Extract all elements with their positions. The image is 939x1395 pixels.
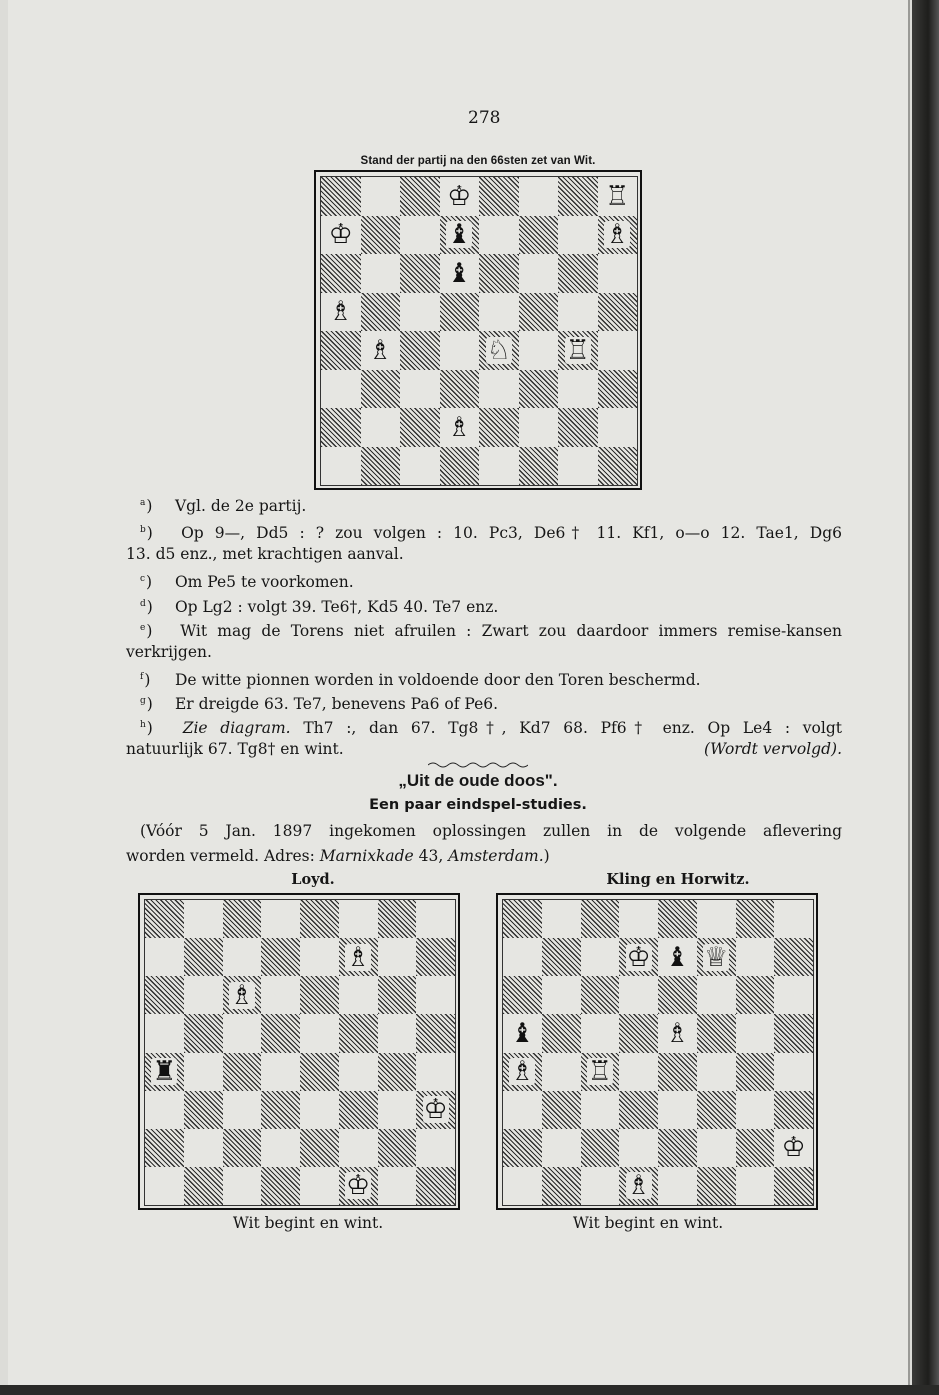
top-chess-diagram bbox=[314, 170, 642, 490]
square-h8 bbox=[598, 177, 638, 216]
square-b8 bbox=[184, 900, 223, 938]
square-f1 bbox=[697, 1167, 736, 1205]
square-a1 bbox=[321, 447, 361, 486]
square-c8 bbox=[223, 900, 262, 938]
square-e3 bbox=[479, 370, 519, 409]
square-g7 bbox=[378, 938, 417, 976]
square-c4 bbox=[223, 1053, 262, 1091]
square-h7 bbox=[598, 216, 638, 255]
black-bishop-icon: ♝ bbox=[665, 941, 690, 973]
square-a8 bbox=[503, 900, 542, 938]
square-g1 bbox=[558, 447, 598, 486]
square-g6 bbox=[378, 976, 417, 1014]
right-diagram-author: Kling en Horwitz. bbox=[606, 871, 750, 888]
footnote-b-cont: 13. d5 enz., met krachtigen aanval. bbox=[126, 545, 404, 563]
square-h2 bbox=[774, 1129, 813, 1167]
square-d3 bbox=[261, 1091, 300, 1129]
square-a5 bbox=[321, 293, 361, 332]
white-rook-icon: ♖ bbox=[587, 1056, 612, 1088]
square-h3 bbox=[416, 1091, 455, 1129]
square-g3 bbox=[736, 1091, 775, 1129]
square-d3 bbox=[619, 1091, 658, 1129]
square-f3 bbox=[339, 1091, 378, 1129]
footnote-d: $^d$) Op Lg2 : volgt 39. Te6†, Kd5 40. Te7 enz. bbox=[140, 598, 499, 616]
square-c1 bbox=[400, 447, 440, 486]
white-king-icon: ♔ bbox=[626, 941, 651, 973]
square-h4 bbox=[416, 1053, 455, 1091]
chess-board bbox=[502, 899, 814, 1206]
square-g3 bbox=[378, 1091, 417, 1129]
square-f6 bbox=[697, 976, 736, 1014]
square-h6 bbox=[416, 976, 455, 1014]
square-c2 bbox=[223, 1129, 262, 1167]
white-knight-icon: ♘ bbox=[486, 334, 511, 366]
square-h7 bbox=[416, 938, 455, 976]
left-chess-diagram bbox=[138, 893, 460, 1210]
square-c7 bbox=[223, 938, 262, 976]
square-c4 bbox=[581, 1053, 620, 1091]
white-queen-icon: ♕ bbox=[704, 941, 729, 973]
square-b5 bbox=[542, 1014, 581, 1052]
square-g6 bbox=[736, 976, 775, 1014]
square-e7 bbox=[658, 938, 697, 976]
square-e8 bbox=[479, 177, 519, 216]
footnote-c: $^c$) Om Pe5 te voorkomen. bbox=[140, 573, 354, 591]
square-a7 bbox=[145, 938, 184, 976]
square-h2 bbox=[598, 408, 638, 447]
square-f3 bbox=[519, 370, 559, 409]
square-g1 bbox=[378, 1167, 417, 1205]
footnote-b: $^b$) Op 9—, Dd5 : ? zou volgen : 10. Pc3, De6† 11. Kf1, o—o 12. Tae1, Dg6 bbox=[140, 524, 842, 542]
square-c6 bbox=[581, 976, 620, 1014]
black-bishop-icon: ♝ bbox=[510, 1017, 535, 1049]
square-g3 bbox=[558, 370, 598, 409]
square-h5 bbox=[416, 1014, 455, 1052]
square-e5 bbox=[658, 1014, 697, 1052]
square-f2 bbox=[339, 1129, 378, 1167]
right-chess-diagram bbox=[496, 893, 818, 1210]
white-king-icon: ♔ bbox=[447, 180, 472, 212]
square-g4 bbox=[558, 331, 598, 370]
square-d5 bbox=[440, 293, 480, 332]
square-d2 bbox=[261, 1129, 300, 1167]
square-f4 bbox=[339, 1053, 378, 1091]
square-f8 bbox=[697, 900, 736, 938]
footnote-a: $^a$) Vgl. de 2e partij. bbox=[140, 497, 307, 515]
square-a6 bbox=[503, 976, 542, 1014]
square-b2 bbox=[542, 1129, 581, 1167]
square-h4 bbox=[774, 1053, 813, 1091]
footnote-h: $^h$) Zie diagram. Th7 :, dan 67. Tg8†, Kd7 68. Pf6† enz. Op Le4 : volgt bbox=[140, 719, 842, 737]
square-c6 bbox=[400, 254, 440, 293]
square-b4 bbox=[184, 1053, 223, 1091]
square-c5 bbox=[581, 1014, 620, 1052]
footnote-e: $^e$) Wit mag de Torens niet afruilen : Zwart zou daardoor immers remise-kansen bbox=[140, 622, 842, 640]
square-a8 bbox=[321, 177, 361, 216]
square-c1 bbox=[581, 1167, 620, 1205]
square-b1 bbox=[542, 1167, 581, 1205]
square-c8 bbox=[400, 177, 440, 216]
square-d2 bbox=[619, 1129, 658, 1167]
top-diagram-caption: Stand der partij na den 66sten zet van Wit. bbox=[360, 155, 596, 167]
square-b2 bbox=[184, 1129, 223, 1167]
white-king-icon: ♔ bbox=[328, 219, 353, 251]
square-h1 bbox=[598, 447, 638, 486]
square-b8 bbox=[542, 900, 581, 938]
square-a6 bbox=[321, 254, 361, 293]
square-f4 bbox=[697, 1053, 736, 1091]
square-d5 bbox=[261, 1014, 300, 1052]
square-e8 bbox=[658, 900, 697, 938]
square-g2 bbox=[736, 1129, 775, 1167]
white-bishop-icon: ♗ bbox=[626, 1170, 651, 1202]
square-a5 bbox=[503, 1014, 542, 1052]
square-g2 bbox=[558, 408, 598, 447]
white-king-icon: ♔ bbox=[781, 1132, 806, 1164]
square-h3 bbox=[598, 370, 638, 409]
square-g4 bbox=[378, 1053, 417, 1091]
square-f2 bbox=[697, 1129, 736, 1167]
white-bishop-icon: ♗ bbox=[368, 334, 393, 366]
white-bishop-icon: ♗ bbox=[510, 1056, 535, 1088]
square-g4 bbox=[736, 1053, 775, 1091]
square-h1 bbox=[416, 1167, 455, 1205]
square-d8 bbox=[261, 900, 300, 938]
square-h5 bbox=[774, 1014, 813, 1052]
square-f2 bbox=[519, 408, 559, 447]
square-a2 bbox=[145, 1129, 184, 1167]
square-f5 bbox=[339, 1014, 378, 1052]
square-d4 bbox=[619, 1053, 658, 1091]
chess-board bbox=[144, 899, 456, 1206]
page-bottom-edge bbox=[0, 1385, 939, 1395]
footnote-e-cont: verkrijgen. bbox=[126, 643, 212, 661]
square-b8 bbox=[361, 177, 401, 216]
square-c1 bbox=[223, 1167, 262, 1205]
square-d4 bbox=[261, 1053, 300, 1091]
square-e5 bbox=[479, 293, 519, 332]
square-g2 bbox=[378, 1129, 417, 1167]
square-a1 bbox=[145, 1167, 184, 1205]
square-g6 bbox=[558, 254, 598, 293]
square-d7 bbox=[261, 938, 300, 976]
white-rook-icon: ♖ bbox=[565, 334, 590, 366]
square-g7 bbox=[558, 216, 598, 255]
to-be-continued: (Wordt vervolgd). bbox=[704, 740, 842, 758]
section-title: „Uit de oude doos". bbox=[398, 771, 558, 790]
square-h2 bbox=[416, 1129, 455, 1167]
square-d8 bbox=[619, 900, 658, 938]
square-a6 bbox=[145, 976, 184, 1014]
square-f6 bbox=[519, 254, 559, 293]
square-a3 bbox=[321, 370, 361, 409]
square-e4 bbox=[658, 1053, 697, 1091]
square-g1 bbox=[736, 1167, 775, 1205]
square-f7 bbox=[339, 938, 378, 976]
white-rook-icon: ♖ bbox=[605, 180, 630, 212]
square-e6 bbox=[300, 976, 339, 1014]
square-d3 bbox=[440, 370, 480, 409]
section-subtitle: Een paar eindspel-studies. bbox=[369, 797, 587, 813]
square-c7 bbox=[400, 216, 440, 255]
black-rook-icon: ♜ bbox=[152, 1056, 177, 1088]
white-king-icon: ♔ bbox=[423, 1094, 448, 1126]
square-e4 bbox=[479, 331, 519, 370]
square-g8 bbox=[558, 177, 598, 216]
square-b7 bbox=[542, 938, 581, 976]
square-a7 bbox=[321, 216, 361, 255]
square-b6 bbox=[184, 976, 223, 1014]
square-g8 bbox=[378, 900, 417, 938]
square-d7 bbox=[619, 938, 658, 976]
square-c5 bbox=[400, 293, 440, 332]
square-e4 bbox=[300, 1053, 339, 1091]
square-c3 bbox=[400, 370, 440, 409]
square-a3 bbox=[503, 1091, 542, 1129]
square-e7 bbox=[300, 938, 339, 976]
square-f7 bbox=[697, 938, 736, 976]
square-a1 bbox=[503, 1167, 542, 1205]
square-h7 bbox=[774, 938, 813, 976]
square-d2 bbox=[440, 408, 480, 447]
square-h4 bbox=[598, 331, 638, 370]
square-g5 bbox=[558, 293, 598, 332]
left-diagram-author: Loyd. bbox=[291, 871, 335, 888]
page-number: 278 bbox=[468, 108, 501, 128]
square-e8 bbox=[300, 900, 339, 938]
square-e6 bbox=[479, 254, 519, 293]
square-f3 bbox=[697, 1091, 736, 1129]
right-diagram-caption: Wit begint en wint. bbox=[572, 1214, 724, 1232]
square-c2 bbox=[400, 408, 440, 447]
white-bishop-icon: ♗ bbox=[605, 219, 630, 251]
square-a2 bbox=[503, 1129, 542, 1167]
square-f1 bbox=[339, 1167, 378, 1205]
square-f8 bbox=[519, 177, 559, 216]
square-d1 bbox=[261, 1167, 300, 1205]
square-d6 bbox=[619, 976, 658, 1014]
intro-line-2: worden vermeld. Adres: Marnixkade 43, Amsterdam.) bbox=[126, 847, 550, 865]
square-c7 bbox=[581, 938, 620, 976]
footnote-h-cont: natuurlijk 67. Tg8† en wint. (Wordt vervolgd). bbox=[126, 740, 842, 758]
intro-line-1: (Vóór 5 Jan. 1897 ingekomen oplossingen zullen in de volgende aflevering bbox=[140, 822, 842, 840]
square-e3 bbox=[658, 1091, 697, 1129]
square-e3 bbox=[300, 1091, 339, 1129]
footnote-f: $^f$) De witte pionnen worden in voldoende door den Toren beschermd. bbox=[140, 671, 701, 689]
square-c5 bbox=[223, 1014, 262, 1052]
square-d1 bbox=[440, 447, 480, 486]
square-g7 bbox=[736, 938, 775, 976]
square-d1 bbox=[619, 1167, 658, 1205]
square-b3 bbox=[542, 1091, 581, 1129]
square-g5 bbox=[378, 1014, 417, 1052]
black-bishop-icon: ♝ bbox=[447, 257, 472, 289]
square-c6 bbox=[223, 976, 262, 1014]
white-king-icon: ♔ bbox=[346, 1170, 371, 1202]
square-c8 bbox=[581, 900, 620, 938]
square-a7 bbox=[503, 938, 542, 976]
square-e1 bbox=[479, 447, 519, 486]
square-a3 bbox=[145, 1091, 184, 1129]
square-e7 bbox=[479, 216, 519, 255]
square-h5 bbox=[598, 293, 638, 332]
square-b2 bbox=[361, 408, 401, 447]
square-f6 bbox=[339, 976, 378, 1014]
square-b7 bbox=[361, 216, 401, 255]
square-a8 bbox=[145, 900, 184, 938]
square-h6 bbox=[598, 254, 638, 293]
square-f7 bbox=[519, 216, 559, 255]
square-a4 bbox=[145, 1053, 184, 1091]
square-b7 bbox=[184, 938, 223, 976]
square-f5 bbox=[519, 293, 559, 332]
white-bishop-icon: ♗ bbox=[229, 979, 254, 1011]
square-h6 bbox=[774, 976, 813, 1014]
square-h3 bbox=[774, 1091, 813, 1129]
square-a5 bbox=[145, 1014, 184, 1052]
square-c3 bbox=[581, 1091, 620, 1129]
square-a2 bbox=[321, 408, 361, 447]
square-b6 bbox=[361, 254, 401, 293]
square-b5 bbox=[361, 293, 401, 332]
square-a4 bbox=[503, 1053, 542, 1091]
square-f8 bbox=[339, 900, 378, 938]
square-d8 bbox=[440, 177, 480, 216]
book-spine-shadow bbox=[912, 0, 939, 1395]
square-d4 bbox=[440, 331, 480, 370]
square-e2 bbox=[300, 1129, 339, 1167]
square-c3 bbox=[223, 1091, 262, 1129]
black-bishop-icon: ♝ bbox=[447, 219, 472, 251]
ornament-divider bbox=[428, 760, 528, 768]
white-bishop-icon: ♗ bbox=[665, 1017, 690, 1049]
square-e5 bbox=[300, 1014, 339, 1052]
white-bishop-icon: ♗ bbox=[346, 941, 371, 973]
square-b6 bbox=[542, 976, 581, 1014]
square-f1 bbox=[519, 447, 559, 486]
square-b4 bbox=[542, 1053, 581, 1091]
square-g5 bbox=[736, 1014, 775, 1052]
square-a4 bbox=[321, 331, 361, 370]
white-bishop-icon: ♗ bbox=[447, 411, 472, 443]
square-d7 bbox=[440, 216, 480, 255]
square-b1 bbox=[361, 447, 401, 486]
square-b3 bbox=[184, 1091, 223, 1129]
square-g8 bbox=[736, 900, 775, 938]
square-b5 bbox=[184, 1014, 223, 1052]
square-b3 bbox=[361, 370, 401, 409]
square-e2 bbox=[658, 1129, 697, 1167]
white-bishop-icon: ♗ bbox=[328, 296, 353, 328]
square-d6 bbox=[261, 976, 300, 1014]
square-h8 bbox=[774, 900, 813, 938]
square-f4 bbox=[519, 331, 559, 370]
square-e1 bbox=[300, 1167, 339, 1205]
left-diagram-caption: Wit begint en wint. bbox=[232, 1214, 384, 1232]
square-e2 bbox=[479, 408, 519, 447]
square-h1 bbox=[774, 1167, 813, 1205]
square-c2 bbox=[581, 1129, 620, 1167]
square-e1 bbox=[658, 1167, 697, 1205]
square-b1 bbox=[184, 1167, 223, 1205]
square-e6 bbox=[658, 976, 697, 1014]
square-b4 bbox=[361, 331, 401, 370]
square-c4 bbox=[400, 331, 440, 370]
square-d6 bbox=[440, 254, 480, 293]
square-h8 bbox=[416, 900, 455, 938]
chess-board bbox=[320, 176, 638, 486]
footnote-g: $^g$) Er dreigde 63. Te7, benevens Pa6 of Pe6. bbox=[140, 695, 499, 713]
square-f5 bbox=[697, 1014, 736, 1052]
square-d5 bbox=[619, 1014, 658, 1052]
book-page bbox=[8, 0, 910, 1388]
